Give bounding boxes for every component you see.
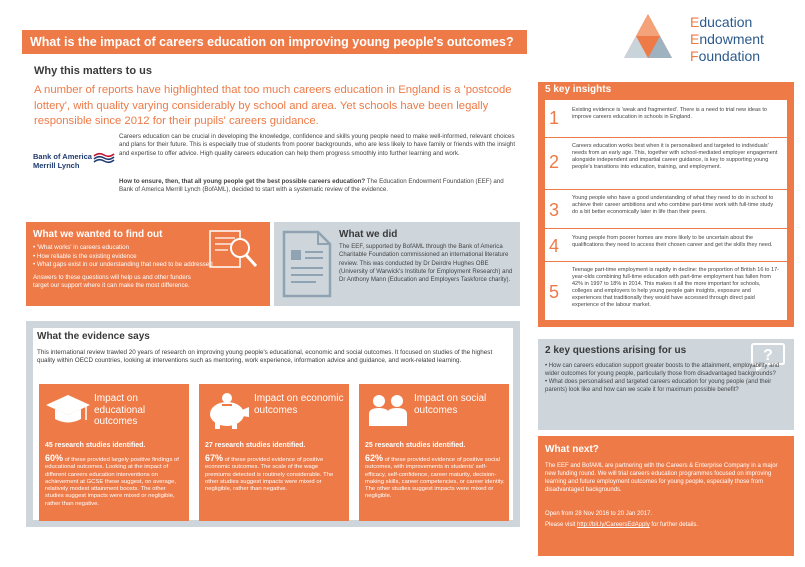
card-title: Impact on social outcomes bbox=[414, 393, 487, 416]
card-title: Impact on educational outcomes bbox=[94, 393, 146, 427]
insight-row bbox=[545, 102, 787, 138]
insight-number: 1 bbox=[549, 108, 560, 128]
insight-text: Existing evidence is 'weak and fragmented'. There is a need to trial new ideas to improve careers education in schools in England. bbox=[572, 107, 767, 121]
what-next-box bbox=[538, 436, 794, 556]
apply-link[interactable]: http://bit.ly/CareersEdApply bbox=[577, 522, 650, 528]
list-item: • How can careers education support greater boosts to the attainment, employability and wider outcomes for young people, particularly those from disadvantaged backgrounds? bbox=[545, 363, 780, 377]
wanted-list bbox=[33, 244, 213, 270]
insight-row bbox=[545, 192, 787, 229]
what-next-text: The EEF and BofAML are partnering with the Careers & Enterprise Company in a major new funding round. We will trial careers education programmes focused on improving learning and future employment outcomes for young people, especially those from disadvantaged backgrounds. bbox=[545, 463, 778, 493]
magnifier-document-icon bbox=[206, 228, 262, 270]
insight-text: Careers education works best when it is personalised and targeted to individuals' needs from an early age. This, together with school-mediated employer engagement alongside independent and impartial career guidance, is key to supporting young people's transitions into education, training, and employment. bbox=[572, 143, 778, 171]
list-item: • How reliable is the existing evidence bbox=[33, 252, 137, 260]
insight-number: 5 bbox=[549, 282, 560, 302]
did-text: The EEF, supported by BofAML through the Bank of America Charitable Foundation commissioned an international literature review. This was conducted by Dr Deirdre Hughes OBE (University of Warwick's Institute for Employment Research) and Dr Anthony Mann (Education and Employers Taskforce charity). bbox=[339, 243, 513, 284]
card-description: 60% of these provided largely positive findings of educational outcomes. Looking at the impact of different careers education interventions on achievement at GCSE these suggest, on average, relatively modest attainment boosts. The other studies suggest impacts were mixed or negligible, rather than negative. bbox=[45, 453, 179, 507]
card-title: Impact on economic outcomes bbox=[254, 393, 344, 416]
social-outcomes-card bbox=[359, 384, 509, 521]
insight-text: Young people who have a good understanding of what they need to do in school to achieve their career ambitions and who combine part-time work with full-time study do a bit better economically later in life than their peers. bbox=[572, 195, 774, 216]
what-next-heading: What next? bbox=[545, 444, 599, 455]
wanted-box bbox=[26, 222, 270, 306]
insight-row bbox=[545, 264, 787, 320]
bofa-logo bbox=[33, 152, 113, 170]
wanted-answers: Answers to these questions will help us and other funders target our support where it can make the most difference. bbox=[33, 274, 191, 290]
key-questions-list bbox=[545, 363, 785, 395]
insight-row bbox=[545, 140, 787, 190]
insights-box bbox=[538, 82, 794, 327]
people-icon bbox=[365, 392, 411, 430]
why-paragraph-1: Careers education can be crucial in developing the knowledge, confidence and skills young people need to make well-informed, relevant choices and plans for their future. This is especially true of students from poorer backgrounds, who are less likely to have family or friends with the insight and expertise to offer advice. High quality careers education can help them progress smoothly into further learning and work. bbox=[119, 133, 516, 157]
insight-number: 3 bbox=[549, 200, 560, 220]
insight-number: 4 bbox=[549, 236, 560, 256]
svg-text:?: ? bbox=[763, 347, 773, 364]
key-questions-heading: 2 key questions arising for us bbox=[545, 345, 687, 356]
card-studies: 45 research studies identified. bbox=[45, 442, 146, 449]
list-item: • What gaps exist in our understanding that need to be addressed bbox=[33, 261, 213, 268]
key-questions-box bbox=[538, 339, 794, 430]
what-next-visit: Please visit http://bit.ly/CareersEdApply for further details. bbox=[545, 522, 699, 528]
list-item: • 'What works' in careers education bbox=[33, 244, 130, 251]
page-title: What is the impact of careers education on improving young people's outcomes? bbox=[22, 30, 527, 54]
eef-logo-icon bbox=[618, 8, 678, 68]
card-description: 62% of these provided evidence of positive social outcomes, with improvements in students' self-efficacy, self-confidence, career maturity, decision-making skills, career competencies, or career identity. The other studies suggest impacts were mixed or negligible. bbox=[365, 453, 505, 500]
did-heading: What we did bbox=[339, 229, 398, 240]
graduation-cap-icon bbox=[45, 392, 91, 428]
why-heading: Why this matters to us bbox=[34, 65, 152, 77]
evidence-box bbox=[26, 321, 520, 527]
insights-heading: 5 key insights bbox=[545, 84, 612, 95]
bofa-line-2: Merrill Lynch bbox=[33, 161, 80, 170]
evidence-intro: This international review trawled 20 years of research on improving young people's educational, economic and social outcomes. It focused on studies of the highest quality within OECD countries, looking at interventions such as mentoring, work experience, information advice and guidance, and work-related learning. bbox=[37, 349, 493, 365]
bofa-flag-icon bbox=[93, 152, 115, 164]
insight-row bbox=[545, 231, 787, 262]
educational-outcomes-card bbox=[39, 384, 189, 521]
what-next-dates: Open from 28 Nov 2016 to 20 Jan 2017. bbox=[545, 511, 653, 517]
bofa-line-1: Bank of America bbox=[33, 152, 92, 161]
intro-text: A number of reports have highlighted that too much careers education in England is a 'postcode lottery', with quality varying considerably by school and area. Yet schools have been legally responsible since 2012 for their pupils' careers guidance. bbox=[34, 84, 512, 127]
eef-logo bbox=[618, 8, 798, 68]
piggy-bank-icon bbox=[205, 392, 251, 430]
economic-outcomes-card bbox=[199, 384, 349, 521]
document-icon bbox=[282, 230, 332, 298]
insight-text: Teenage part-time employment is rapidly in decline: the proportion of British 16 to 17-year-olds combining full-time education with part-time employment has fallen from 42% in 1997 to 18% in 2014. This makes it all the more important for schools, colleges and employers to help young people gain insights, exposure and experiences that traditionally they would have accessed through direct paid experience of the labour market. bbox=[572, 267, 779, 309]
wanted-heading: What we wanted to find out bbox=[33, 229, 163, 240]
card-description: 67% of these provided evidence of positive economic outcomes. The scale of the wage premiums detected is routinely considerable. The other studies suggest impacts were mixed or negligible, rather than negative. bbox=[205, 453, 334, 493]
card-studies: 25 research studies identified. bbox=[365, 442, 466, 449]
card-studies: 27 research studies identified. bbox=[205, 442, 306, 449]
did-box bbox=[274, 222, 520, 306]
why-paragraph-2: How to ensure, then, that all young people get the best possible careers education? The Education Endowment Foundation (EEF) and Bank of America Merrill Lynch (BofAML), decided to start with a systematic review of the evidence. bbox=[119, 178, 504, 194]
evidence-heading: What the evidence says bbox=[37, 331, 150, 342]
insight-number: 2 bbox=[549, 152, 560, 172]
list-item: • What does personalised and targeted careers education for young people (and their parents) look like and how can we scale it for maximum possible benefit? bbox=[545, 378, 772, 393]
insight-text: Young people from poorer homes are more likely to be uncertain about the qualifications they need to access their chosen career and get the skills they need. bbox=[572, 235, 773, 249]
logo-wordmark: Education Endowment Foundation bbox=[690, 14, 764, 64]
